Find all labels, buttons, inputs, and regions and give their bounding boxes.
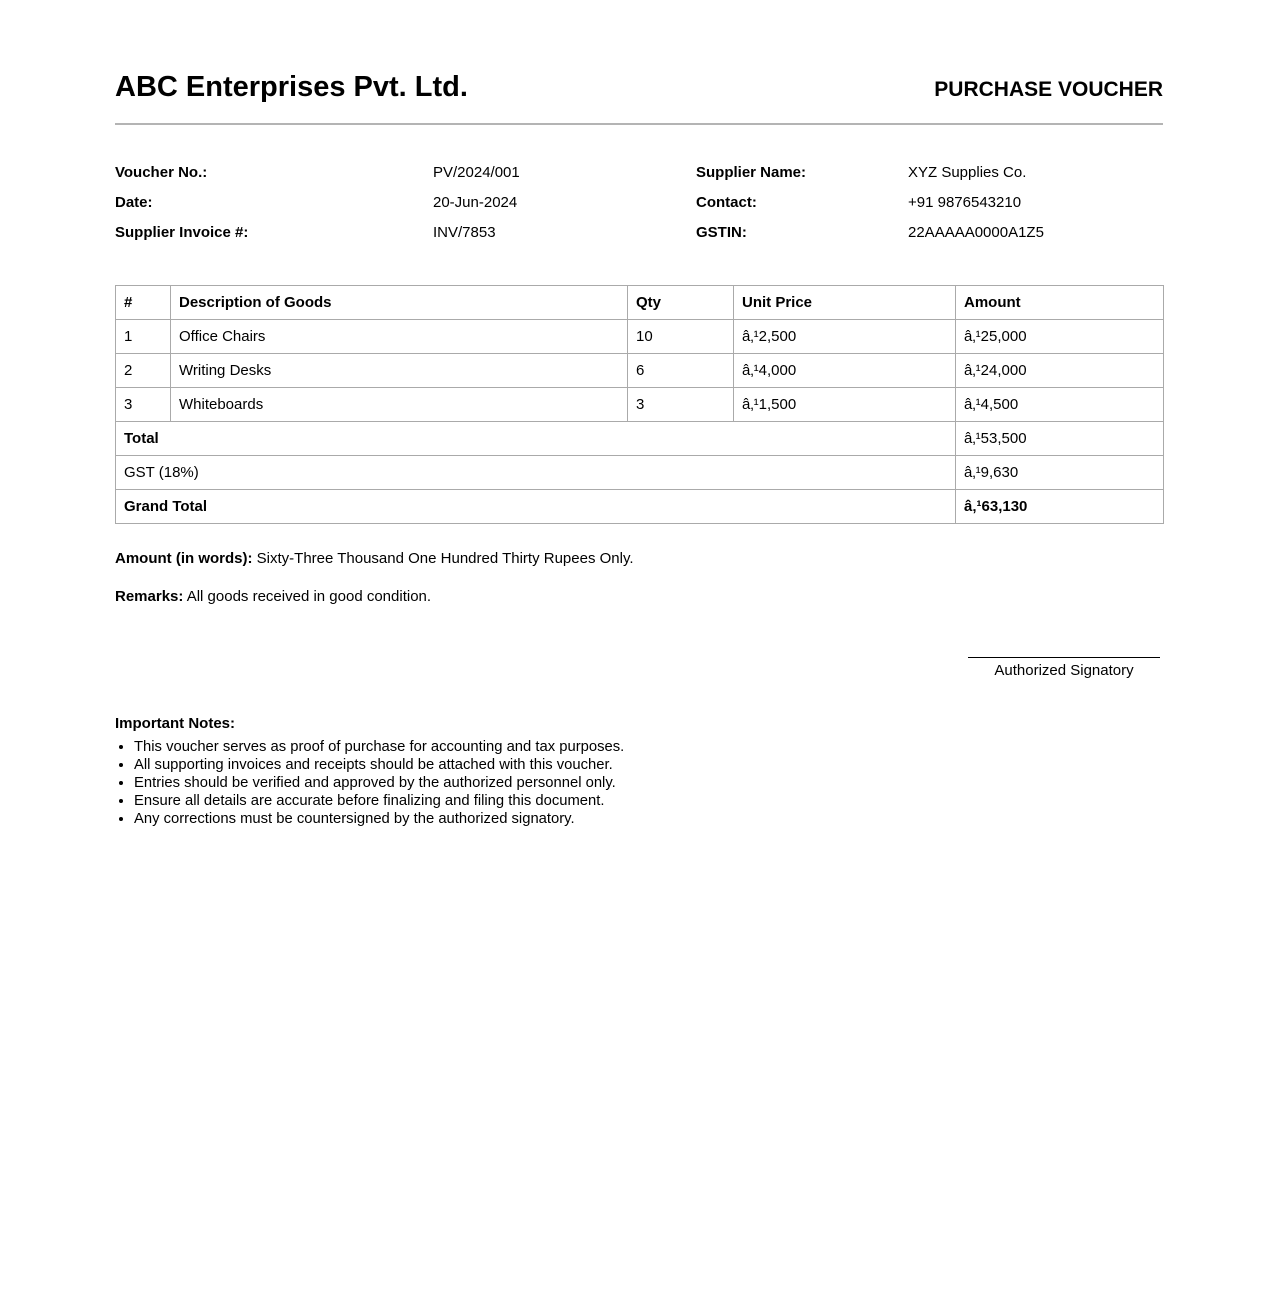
contact-value: +91 9876543210 <box>908 193 1022 211</box>
note-item: • All supporting invoices and receipts should be attached with this voucher. <box>134 756 1163 774</box>
supplier-invoice-value: INV/7853 <box>433 223 496 241</box>
note-item: • This voucher serves as proof of purchase for accounting and tax purposes. <box>134 738 1163 756</box>
item-num: 1 <box>116 320 171 354</box>
col-header-unit-price: Unit Price <box>734 286 956 320</box>
voucher-no-label: Voucher No.: <box>115 163 208 181</box>
signature-block <box>968 657 1160 679</box>
item-amount: â‚¹24,000 <box>956 354 1164 388</box>
summary-row-total <box>116 422 1164 456</box>
gst-label: GST (18%) <box>116 456 956 490</box>
important-notes-title: Important Notes: <box>115 715 235 732</box>
date-label: Date: <box>115 193 153 211</box>
summary-row-grand-total <box>116 490 1164 524</box>
item-description: Whiteboards <box>171 388 628 422</box>
item-description: Office Chairs <box>171 320 628 354</box>
col-header-description: Description of Goods <box>171 286 628 320</box>
table-row <box>116 354 1164 388</box>
company-name: ABC Enterprises Pvt. Ltd. <box>115 71 468 103</box>
remarks <box>115 588 1163 605</box>
item-qty: 3 <box>628 388 734 422</box>
notes-list <box>115 738 1163 828</box>
summary-row-gst <box>116 456 1164 490</box>
remarks-label: Remarks: <box>115 588 184 605</box>
item-qty: 10 <box>628 320 734 354</box>
item-unit-price: â‚¹2,500 <box>734 320 956 354</box>
supplier-name-label: Supplier Name: <box>696 163 807 181</box>
remarks-value: All goods received in good condition. <box>186 588 432 605</box>
voucher-no-value: PV/2024/001 <box>433 163 520 181</box>
signature-label: Authorized Signatory <box>994 662 1134 679</box>
total-label: Total <box>116 422 956 456</box>
note-item: • Any corrections must be countersigned by the authorized signatory. <box>134 810 1163 828</box>
amount-in-words <box>115 550 1163 567</box>
note-item: • Ensure all details are accurate before finalizing and filing this document. <box>134 792 1163 810</box>
supplier-invoice-label: Supplier Invoice #: <box>115 223 249 241</box>
table-header-row <box>116 286 1164 320</box>
item-amount: â‚¹4,500 <box>956 388 1164 422</box>
col-header-qty: Qty <box>628 286 734 320</box>
date-value: 20-Jun-2024 <box>433 193 518 211</box>
table-row <box>116 388 1164 422</box>
gst-value: â‚¹9,630 <box>956 456 1164 490</box>
document-header <box>115 70 1163 125</box>
total-value: â‚¹53,500 <box>956 422 1164 456</box>
item-unit-price: â‚¹1,500 <box>734 388 956 422</box>
voucher-info-grid <box>115 157 1163 247</box>
item-qty: 6 <box>628 354 734 388</box>
amount-in-words-value: Sixty-Three Thousand One Hundred Thirty Rupees Only. <box>256 550 634 567</box>
item-amount: â‚¹25,000 <box>956 320 1164 354</box>
grand-total-label: Grand Total <box>116 490 956 524</box>
supplier-name-value: XYZ Supplies Co. <box>908 163 1027 181</box>
table-row <box>116 320 1164 354</box>
document-title: PURCHASE VOUCHER <box>934 78 1163 101</box>
contact-label: Contact: <box>696 193 757 211</box>
gstin-value: 22AAAAA0000A1Z5 <box>908 223 1044 241</box>
gstin-label: GSTIN: <box>696 223 747 241</box>
item-num: 2 <box>116 354 171 388</box>
grand-total-value: â‚¹63,130 <box>956 490 1164 524</box>
item-unit-price: â‚¹4,000 <box>734 354 956 388</box>
item-description: Writing Desks <box>171 354 628 388</box>
col-header-amount: Amount <box>956 286 1164 320</box>
note-item: • Entries should be verified and approved by the authorized personnel only. <box>134 774 1163 792</box>
items-table <box>115 285 1164 524</box>
important-notes <box>115 715 1163 828</box>
item-num: 3 <box>116 388 171 422</box>
col-header-num: # <box>116 286 171 320</box>
amount-in-words-label: Amount (in words): <box>115 550 253 567</box>
